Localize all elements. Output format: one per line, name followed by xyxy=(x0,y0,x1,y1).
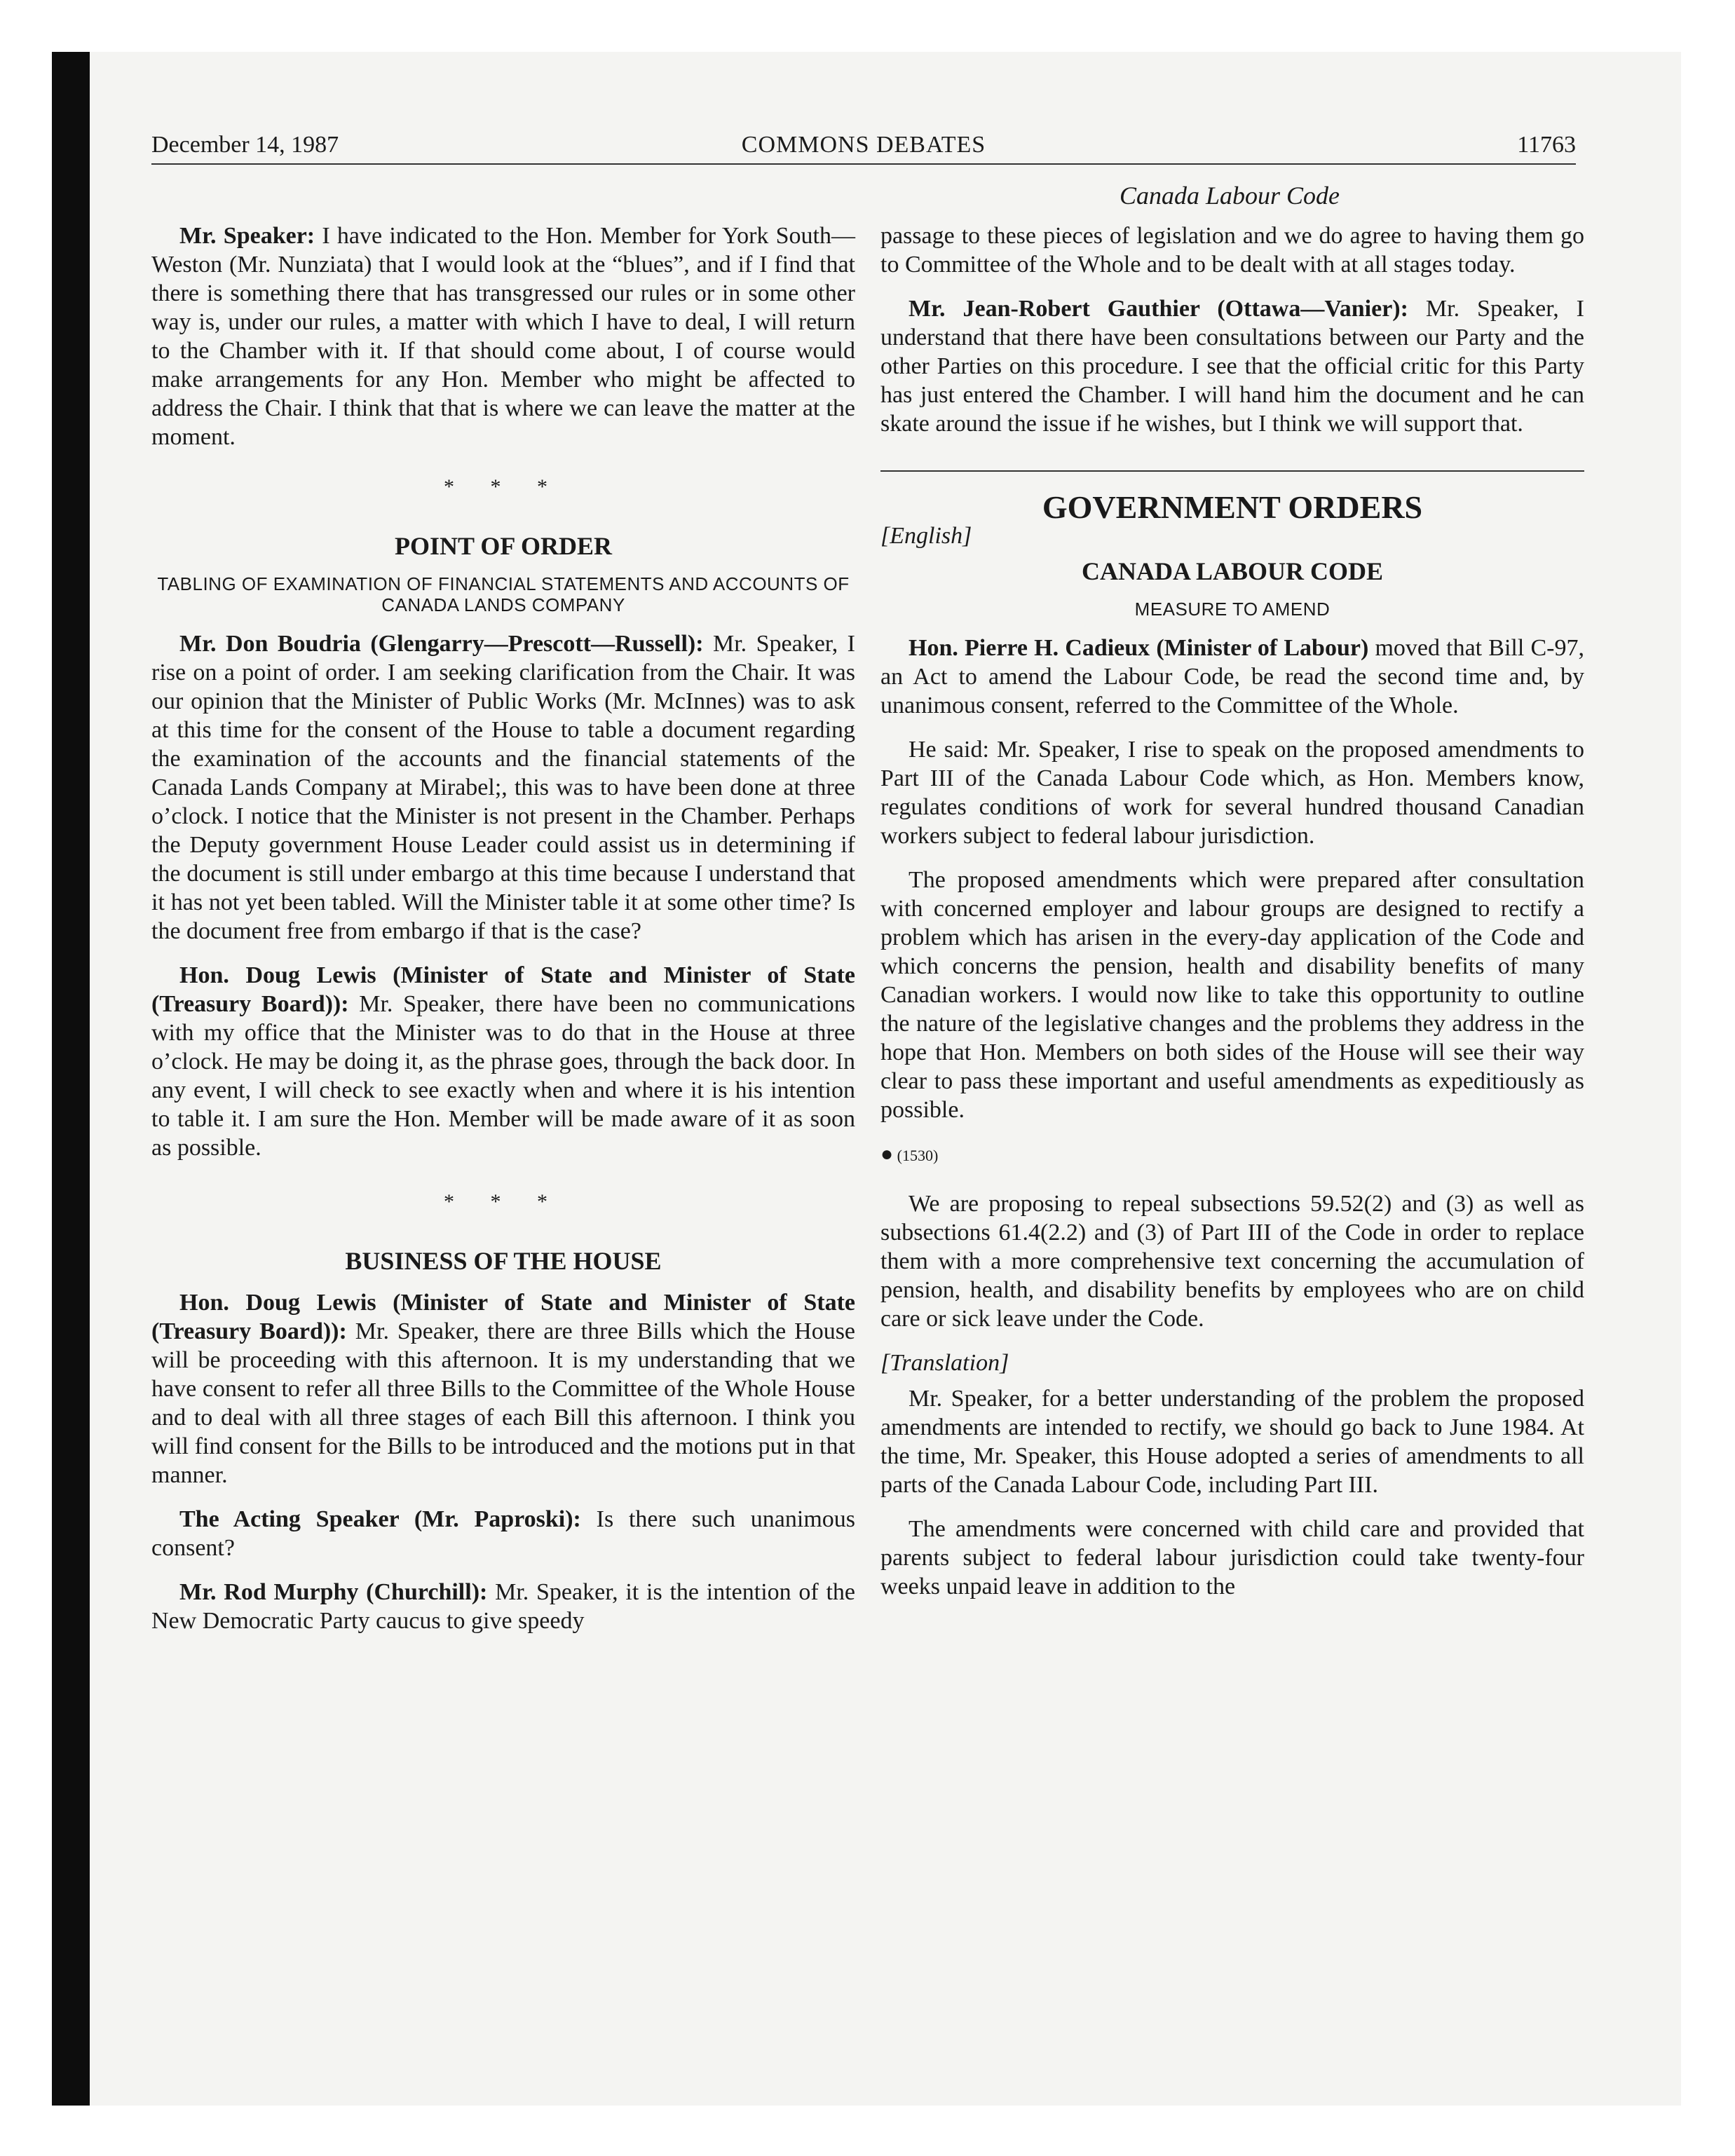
bullet-icon: ● xyxy=(880,1142,894,1166)
paragraph xyxy=(151,1505,855,1562)
header-rule xyxy=(151,163,1576,165)
speech-text: passage to these pieces of legislation and we do agree to having them go to Committee of the Whole and to be dealt with at all stages today. xyxy=(880,223,1584,278)
section-separator: * * * xyxy=(444,1190,563,1213)
paragraph xyxy=(880,221,1584,279)
paragraph xyxy=(880,1515,1584,1601)
speaker-name: Hon. Doug Lewis (Minister of State and Minister of State (Treasury Board)): xyxy=(151,962,855,1017)
left-column xyxy=(151,221,855,1651)
time-stamp: (1530) xyxy=(897,1147,939,1164)
speaker-name: Mr. Rod Murphy (Churchill): xyxy=(179,1579,488,1605)
right-column xyxy=(880,221,1584,1616)
paragraph xyxy=(880,1189,1584,1333)
speaker-name: Mr. Jean-Robert Gauthier (Ottawa—Vanier): xyxy=(909,296,1408,322)
speech-text: He said: Mr. Speaker, I rise to speak on the proposed amendments to Part III of the Canada Labour Code which, as Hon. Members know, regulates conditions of work for several hundred thousand Canadian workers subject to federal labour jurisdiction. xyxy=(880,737,1584,849)
language-marker: [English] xyxy=(880,523,972,549)
paragraph xyxy=(151,1288,855,1489)
speech-text: Mr. Speaker, it is the intention of the New Democratic Party caucus to give speedy xyxy=(151,1579,855,1634)
paragraph xyxy=(880,634,1584,720)
section-rule xyxy=(880,470,1584,472)
speech-text: Is there such unanimous consent? xyxy=(151,1506,856,1561)
paragraph xyxy=(880,866,1584,1124)
paragraph xyxy=(880,735,1584,850)
running-head: Canada Labour Code xyxy=(1119,182,1340,210)
speaker-name: Mr. Don Boudria (Glengarry—Prescott—Russell): xyxy=(179,631,704,657)
paragraph xyxy=(151,221,855,451)
section-separator: * * * xyxy=(444,475,563,498)
paragraph xyxy=(151,1578,855,1635)
page-header xyxy=(151,129,1576,161)
speaker-name: Mr. Speaker: xyxy=(179,223,315,249)
paragraph xyxy=(880,1384,1584,1499)
speech-text: The proposed amendments which were prepared after consultation with concerned employer and labour groups are designed to rectify a problem which has arisen in the every-day application of the Code and which concerns the pension, health and disability benefits of many Canadian workers. I would now like to take this opportunity to outline the nature of the legislative changes and the problems they address in the hope that Hon. Members on both sides of the House will see their way clear to pass these important and useful amendments as expeditiously as possible. xyxy=(880,867,1584,1123)
speaker-name: The Acting Speaker (Mr. Paproski): xyxy=(179,1506,581,1532)
speech-text: moved that Bill C-97, an Act to amend the Labour Code, be read the second time and, by unanimous consent, referred to the Committee of the Whole. xyxy=(880,635,1584,718)
speech-text: I have indicated to the Hon. Member for York South—Weston (Mr. Nunziata) that I would look at the “blues”, and if I find that there is something there that has transgressed our rules or in some other way is, under our rules, a matter with which I have to deal, I will return to the Chamber with it. If that should come about, I of course would make arrangements for any Hon. Member who might be affected to address the Chair. I think that that is where we can leave the matter at the moment. xyxy=(151,223,856,450)
header-title: COMMONS DEBATES xyxy=(741,132,986,158)
section-heading: POINT OF ORDER xyxy=(394,532,613,560)
speaker-name: Hon. Pierre H. Cadieux (Minister of Labour) xyxy=(909,635,1369,661)
speech-text: Mr. Speaker, I understand that there have been consultations between our Party and the other Parties on this procedure. I see that the official critic for this Party has just entered the Chamber. I will hand him the document and he can skate around the issue if he wishes, but I think we will support that. xyxy=(880,296,1584,437)
bill-heading: CANADA LABOUR CODE xyxy=(1081,557,1384,585)
speech-text: Mr. Speaker, for a better understanding of the problem the proposed amendments are intended to rectify, we should go back to June 1984. At the time, Mr. Speaker, this House adopted a series of amendments to all parts of the Canada Labour Code, including Part III. xyxy=(880,1386,1584,1498)
bill-subheading: MEASURE TO AMEND xyxy=(1134,599,1331,620)
time-marker xyxy=(880,1140,1584,1170)
speaker-name: Hon. Doug Lewis (Minister of State and Minister of State (Treasury Board)): xyxy=(151,1290,855,1344)
section-heading: BUSINESS OF THE HOUSE xyxy=(345,1247,662,1275)
header-date: December 14, 1987 xyxy=(151,132,339,158)
paragraph xyxy=(151,961,855,1162)
speech-text: Mr. Speaker, I rise on a point of order. I am seeking clarification from the Chair. It was our opinion that the Minister of Public Works (Mr. McInnes) was to ask at this time for the consent of the House to table a document regarding the examination of the accounts and the financial statements of the Canada Lands Company at Mirabel;, this was to have been done at three o’clock. I notice that the Minister is not present in the Chamber. Perhaps the Deputy government House Leader could assist us in determining if the document is still under embargo at this time because I understand that it has not yet been tabled. Will the Minister table it at some other time? Is the document free from embargo if that is the case? xyxy=(151,631,855,944)
speech-text: Mr. Speaker, there have been no communications with my office that the Minister was to do that in the House at three o’clock. He may be doing it, as the phrase goes, through the back door. In any event, I will check to see exactly when and where it is his intention to table it. I am sure the Hon. Member will be made aware of it as soon as possible. xyxy=(151,991,856,1161)
language-marker: [Translation] xyxy=(880,1350,1009,1376)
speech-text: Mr. Speaker, there are three Bills which the House will be proceeding with this afternoon. It is my understanding that we have consent to refer all three Bills to the Committee of the Whole House and to deal with all three stages of each Bill this afternoon. I think you will find consent for the Bills to be introduced and the motions put in that manner. xyxy=(151,1318,856,1488)
section-subheading: TABLING OF EXAMINATION OF FINANCIAL STATEMENTS AND ACCOUNTS OF CANADA LANDS COMPANY xyxy=(157,573,850,615)
section-heading: GOVERNMENT ORDERS xyxy=(1042,489,1423,525)
scan-edge-bar xyxy=(52,52,90,2106)
page-number: 11763 xyxy=(1517,132,1576,158)
speech-text: The amendments were concerned with child care and provided that parents subject to federal labour jurisdiction could take twenty-four weeks unpaid leave in addition to the xyxy=(880,1516,1584,1599)
speech-text: We are proposing to repeal subsections 59.52(2) and (3) as well as subsections 61.4(2.2) and (3) of Part III of the Code in order to replace them with a more comprehensive text concerning the accumulation of pension, health, and disability benefits by employees who are on child care or sick leave under the Code. xyxy=(880,1191,1584,1332)
paragraph xyxy=(151,629,855,946)
paragraph xyxy=(880,294,1584,438)
